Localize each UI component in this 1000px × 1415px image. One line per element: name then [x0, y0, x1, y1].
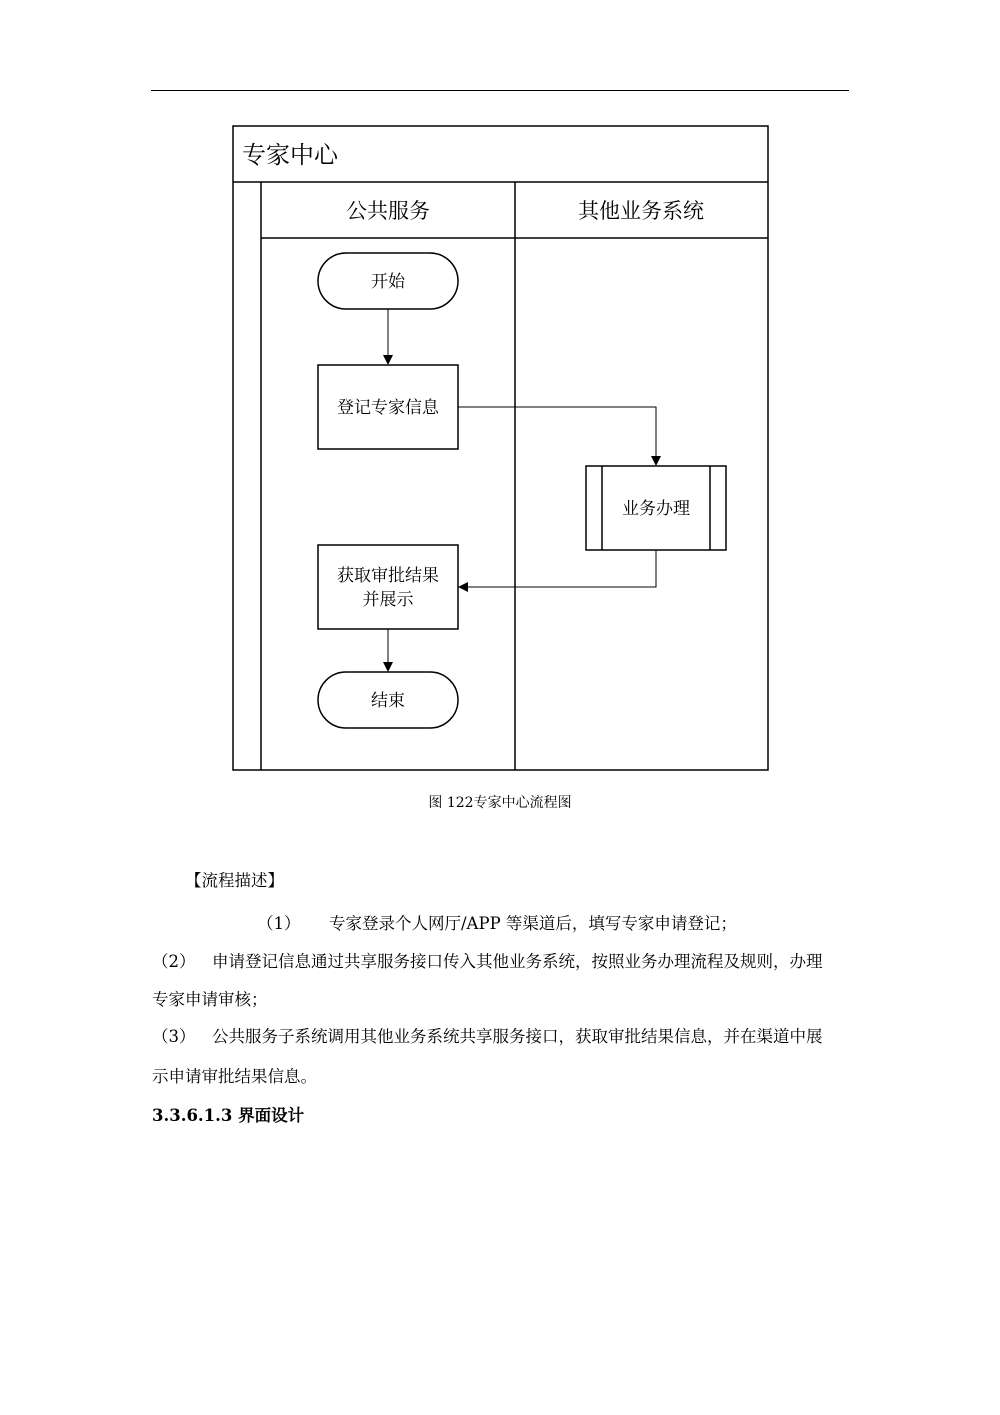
- pool-title: 专家中心: [242, 142, 338, 169]
- step-1-number: （1）: [257, 914, 301, 933]
- result-label-line2: 并展示: [362, 590, 414, 609]
- step-3: [152, 1027, 823, 1047]
- step-3-number: （3）: [152, 1027, 196, 1046]
- step-1: [257, 914, 737, 934]
- figure-caption: 图 122专家中心流程图: [428, 795, 572, 811]
- result-node: [318, 545, 458, 629]
- start-label: 开始: [371, 272, 405, 291]
- step-3-continuation: 示申请审批结果信息。: [152, 1067, 317, 1086]
- arrow-register-to-process: [458, 407, 656, 465]
- process-label: 业务办理: [622, 499, 690, 518]
- step-2-number: （2）: [152, 952, 196, 971]
- section-label: 【流程描述】: [185, 871, 284, 890]
- lane-header-public-service: 公共服务: [346, 200, 430, 223]
- step-2: [152, 952, 823, 972]
- arrow-process-to-result: [459, 550, 656, 587]
- end-label: 结束: [371, 691, 405, 710]
- step-3-text: 公共服务子系统调用其他业务系统共享服务接口，获取审批结果信息，并在渠道中展: [212, 1027, 823, 1046]
- lane-header-other-systems: 其他业务系统: [578, 200, 704, 223]
- result-label-line1: 获取审批结果: [337, 566, 439, 585]
- register-label: 登记专家信息: [337, 398, 439, 417]
- step-1-text: 专家登录个人网厅/APP 等渠道后，填写专家申请登记；: [329, 914, 737, 933]
- step-2-continuation: 专家申请审核；: [152, 990, 268, 1009]
- step-2-text: 申请登记信息通过共享服务接口传入其他业务系统，按照业务办理流程及规则，办理: [212, 952, 823, 971]
- section-heading: 3.3.6.1.3 界面设计: [152, 1106, 305, 1125]
